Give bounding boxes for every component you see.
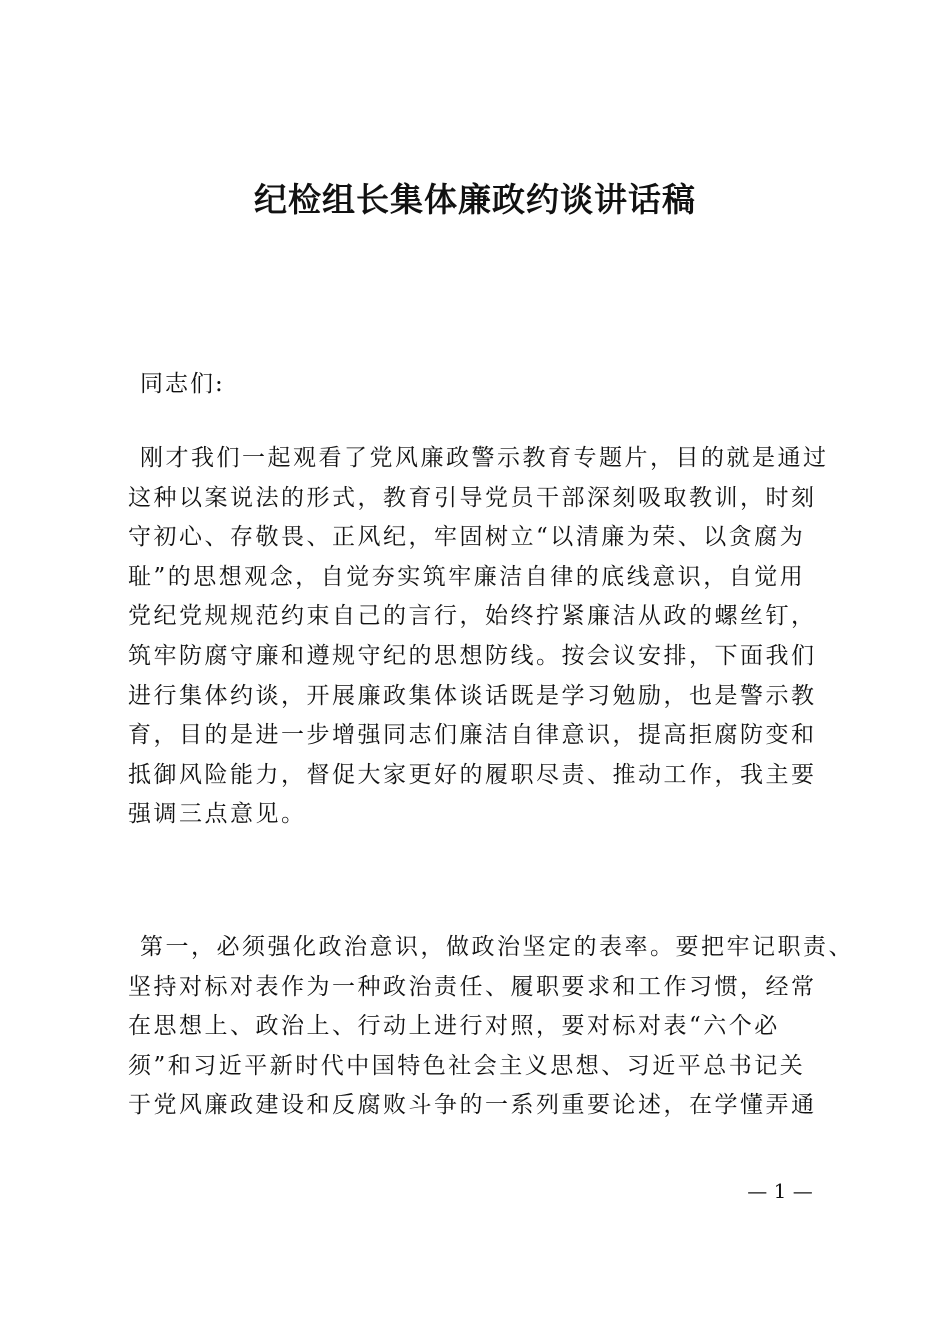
paragraph-intro [128,439,888,835]
document-title: 纪检组长集体廉政约谈讲话稿 [254,180,696,219]
paragraph-line: 进行集体约谈，开展廉政集体谈话既是学习勉励，也是警示教 [128,682,817,709]
paragraph-line: 刚才我们一起观看了党风廉政警示教育专题片，目的就是通过 [140,445,829,471]
paragraph-line: 强调三点意见。 [128,801,307,828]
paragraph-line: 在思想上、政治上、行动上进行对照，要对标对表“六个必 [128,1013,780,1040]
paragraph-line: 于党风廉政建设和反腐败斗争的一系列重要论述，在学懂弄通 [128,1092,817,1119]
paragraph-line: 抵御风险能力，督促大家更好的履职尽责、推动工作，我主要 [128,761,817,788]
paragraph-line: 育，目的是进一步增强同志们廉洁自律意识，提高拒腐防变和 [128,722,817,749]
paragraph-line: 耻”的思想观念，自觉夯实筑牢廉洁自律的底线意识，自觉用 [128,563,806,590]
paragraph-line: 这种以案说法的形式，教育引导党员干部深刻吸取教训，时刻 [128,484,817,511]
paragraph-line: 第一，必须强化政治意识，做政治坚定的表率。要把牢记职责、 [140,934,854,960]
paragraph-line: 党纪党规规范约束自己的言行，始终拧紧廉洁从政的螺丝钉， [128,603,817,630]
salutation: 同志们: [140,371,225,397]
paragraph-line: 坚持对标对表作为一种政治责任、履职要求和工作习惯，经常 [128,973,817,1000]
paragraph-line: 筑牢防腐守廉和遵规守纪的思想防线。按会议安排，下面我们 [128,642,817,669]
paragraph-line: 守初心、存敬畏、正风纪，牢固树立“以清廉为荣、以贪腐为 [128,524,806,551]
page-number: — 1 — [747,1179,813,1203]
paragraph-first-point [128,928,888,1126]
paragraph-line: 须”和习近平新时代中国特色社会主义思想、习近平总书记关 [128,1052,806,1079]
